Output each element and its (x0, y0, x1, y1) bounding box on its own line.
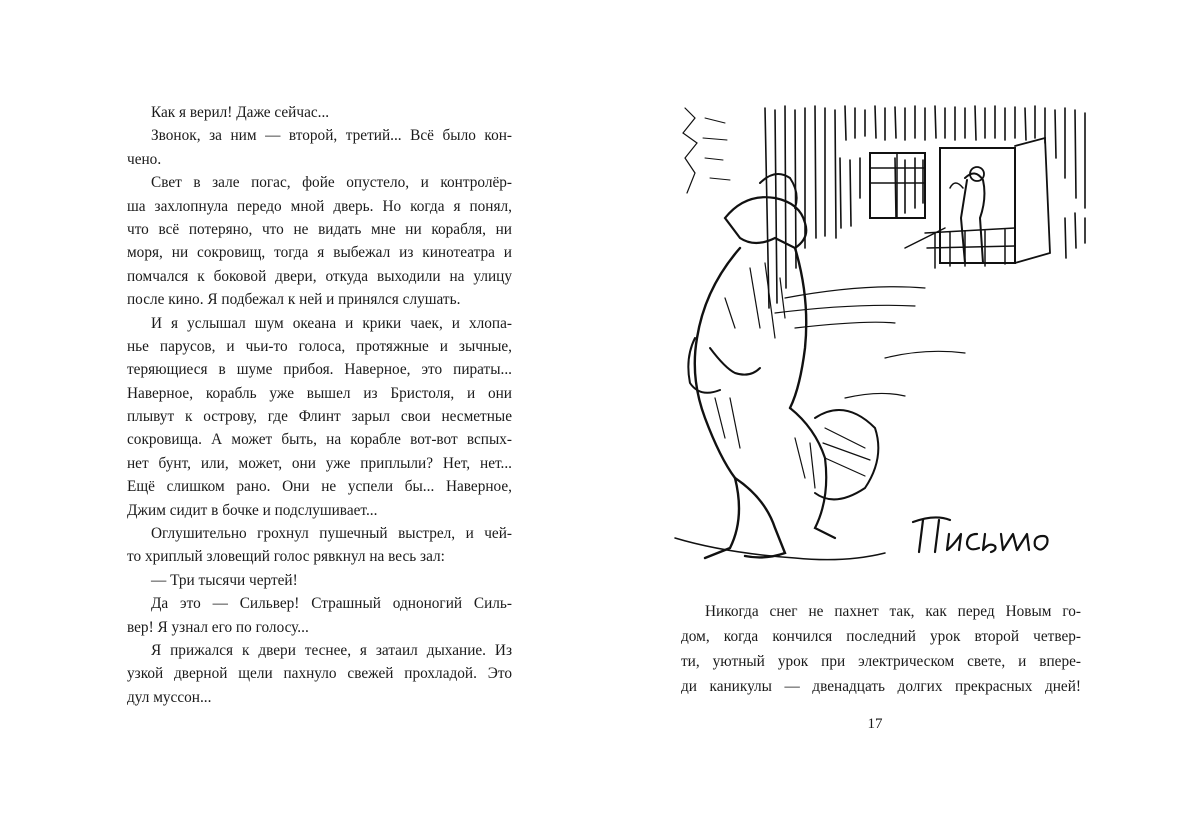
text-line: сокровища. А может быть, на корабле вот-вот вспых- (127, 431, 512, 449)
text-line: нет бунт, или, может, они уже приплыли? Нет, нет... (127, 454, 512, 472)
text-line: Звонок, за ним — второй, третий... Всё было кон- (151, 127, 512, 145)
text-line: ти, уютный урок при электрическом свете, и впере- (681, 653, 1081, 670)
text-line: Как я верил! Даже сейчас... (151, 104, 330, 121)
text-line: Да это — Сильвер! Страшный одноногий Силь- (151, 595, 512, 613)
text-line: помчался к боковой двери, откуда выходили на улицу (127, 267, 512, 285)
text-line: то хриплый зловещий голос рявкнул на весь зал: (127, 548, 445, 566)
text-line: Наверное, корабль уже вышел из Бристоля, и они (127, 384, 512, 402)
text-line: после кино. Я подбежал к ней и принялся слушать. (127, 291, 461, 309)
text-line: Джим сидит в бочке и подслушивает... (127, 501, 378, 519)
text-line: вер! Я узнал его по голосу... (127, 618, 309, 636)
text-line: теряющиеся в шуме прибоя. Наверное, это пираты... (127, 361, 512, 379)
text-line: ша захлопнула передо мной дверь. Но когда я понял, (127, 197, 512, 215)
boy-at-window-illustration (665, 98, 1095, 568)
text-line: дом, когда кончился последний урок второй четвер- (681, 628, 1081, 645)
text-line: узкой дверной щели пахнуло свежей прохладой. Это (127, 665, 512, 683)
text-line: Ещё слишком рано. Они не успели бы... Наверное, (127, 478, 512, 496)
text-line: Никогда снег не пахнет так, как перед Новым го- (705, 603, 1081, 620)
text-line: нье парусов, и чьи-то голоса, протяжные и зычные, (127, 337, 512, 355)
text-line: чено. (127, 150, 162, 168)
text-line: моря, ни сокровищ, тогда я выбежал из кинотеатра и (127, 244, 512, 262)
chapter-title-handwritten (905, 512, 1055, 560)
text-line: ди каникулы — двенадцать долгих прекрасных дней! (681, 678, 1081, 695)
text-line: — Три тысячи чертей! (151, 571, 298, 589)
left-page-text (127, 101, 512, 709)
page-number: 17 (867, 716, 883, 732)
text-line: И я услышал шум океана и крики чаек, и хлопа- (151, 314, 512, 332)
chapter-title: Письмо (905, 512, 909, 513)
text-line: дул муссон... (127, 688, 212, 706)
right-page-text (681, 599, 1081, 699)
text-line: Я прижался к двери теснее, я затаил дыхание. Из (151, 641, 512, 659)
text-line: что всё потеряно, что не видать мне ни корабля, ни (127, 220, 512, 238)
text-line: Оглушительно грохнул пушечный выстрел, и чей- (151, 525, 512, 543)
text-line: Свет в зале погас, фойе опустело, и контролёр- (151, 174, 512, 192)
text-line: плывут к острову, где Флинт зарыл свои несметные (127, 408, 512, 426)
